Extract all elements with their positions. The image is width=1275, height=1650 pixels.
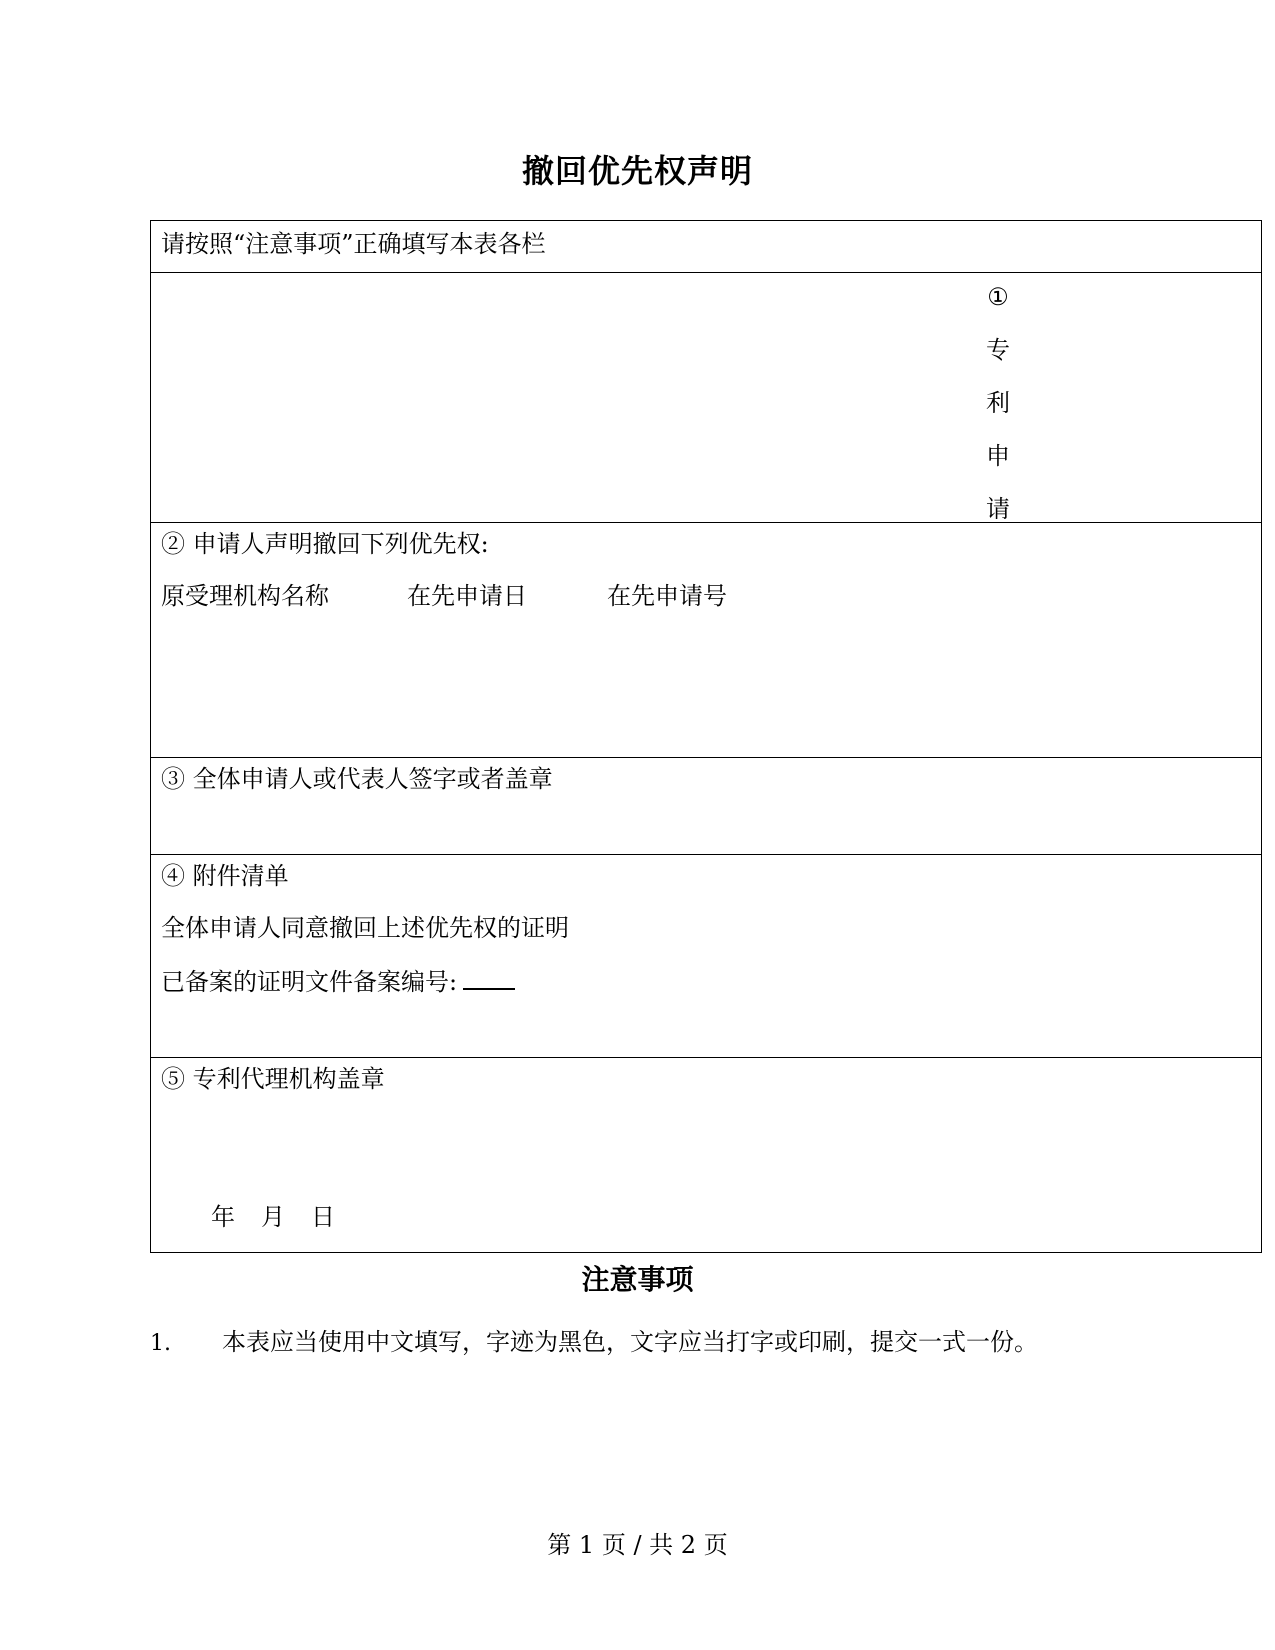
patent-application-label	[983, 277, 1013, 542]
section-agency-seal[interactable]	[151, 1057, 1261, 1252]
date-year: 年	[211, 1203, 235, 1231]
label-char: 申	[986, 442, 1010, 470]
section3-heading: ③ 全体申请人或代表人签字或者盖章	[161, 765, 553, 793]
date-month: 月	[261, 1203, 285, 1231]
column-prior-application-number: 在先申请号	[607, 582, 727, 610]
column-prior-filing-date: 在先申请日	[407, 582, 527, 610]
section-number: ①	[987, 283, 1009, 311]
attachment-filed-proof-label: 已备案的证明文件备案编号:	[161, 968, 458, 996]
note-number: 1.	[150, 1331, 171, 1356]
attachment-consent-proof: 全体申请人同意撤回上述优先权的证明	[161, 914, 569, 942]
date-day: 日	[311, 1203, 335, 1231]
page-number: 第 1 页 / 共 2 页	[547, 1531, 728, 1559]
attachment-filed-proof	[161, 966, 515, 996]
section-patent-application[interactable]	[151, 272, 1261, 522]
section-applicant-signature[interactable]	[151, 757, 1261, 854]
label-char: 利	[986, 389, 1010, 417]
filing-number-blank[interactable]	[463, 966, 515, 990]
instruction-text: 请按照“注意事项”正确填写本表各栏	[161, 230, 546, 258]
section-priority-withdrawal[interactable]	[151, 522, 1261, 757]
section5-heading: ⑤ 专利代理机构盖章	[161, 1065, 385, 1093]
instruction-row	[151, 221, 1261, 272]
column-original-office: 原受理机构名称	[161, 582, 329, 610]
declaration-form-table	[150, 220, 1262, 1253]
note-item	[150, 1322, 1038, 1357]
section4-heading: ④ 附件清单	[161, 862, 289, 890]
section-attachment-list[interactable]	[151, 854, 1261, 1057]
document-title: 撤回优先权声明	[521, 152, 753, 190]
note-text: 本表应当使用中文填写，字迹为黑色，文字应当打字或印刷，提交一式一份。	[222, 1328, 1038, 1356]
notes-heading: 注意事项	[581, 1263, 694, 1296]
label-char: 专	[986, 336, 1010, 364]
label-char: 请	[986, 495, 1010, 523]
section2-heading: ② 申请人声明撤回下列优先权:	[161, 530, 489, 558]
